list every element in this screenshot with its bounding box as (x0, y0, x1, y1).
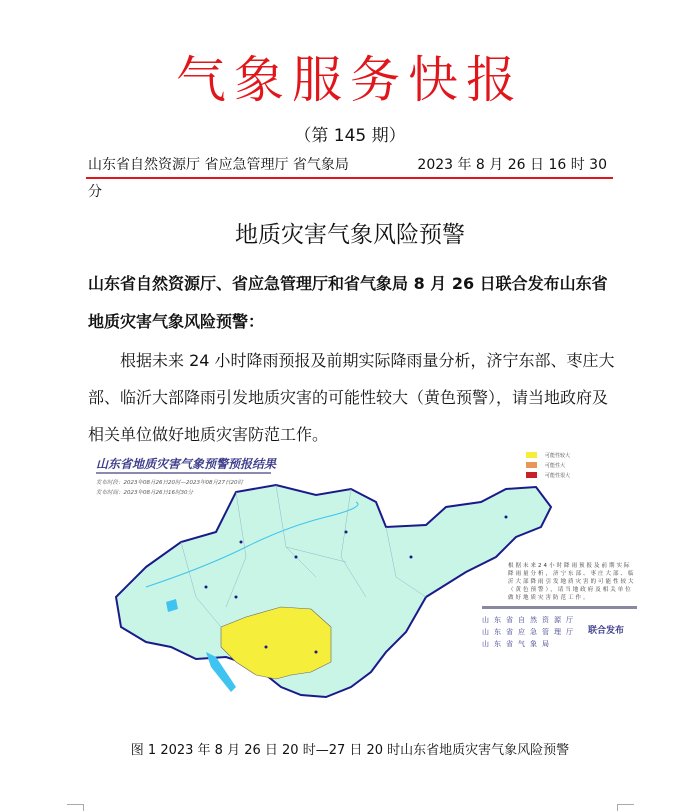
issue-number: （第 145 期） (294, 126, 406, 146)
legend-swatch-red (526, 472, 537, 478)
map-issued-time: 发布时间：2023年08月26日16时30分 (96, 490, 193, 496)
legend-item: 可能性很大 (526, 470, 570, 480)
legend-swatch-yellow (526, 452, 537, 458)
map-title-underline (96, 472, 271, 474)
article-lead: 山东省自然资源厅、省应急管理厅和省气象局 8 月 26 日联合发布山东省地质灾害气象风险预警： (88, 274, 608, 331)
article-heading: 地质灾害气象风险预警 (235, 222, 465, 248)
legend-item: 可能性较大 (526, 450, 570, 460)
map-period: 发布时段：2023年08月26日20时—2023年08月27日20时 (96, 480, 243, 486)
issuing-organizations: 山东省自然资源厅 省应急管理厅 省气象局 (88, 157, 349, 173)
legend-swatch-orange (526, 462, 537, 468)
bulletin-title: 气象服务快报 (176, 51, 524, 109)
warning-map (86, 447, 636, 725)
figure-caption: 图 1 2023 年 8 月 26 日 20 时—27 日 20 时山东省地质灾害气象风险预警 (130, 743, 570, 758)
map-info-panel (466, 517, 636, 717)
map-orgs: 山东省自然资源厅 山东省应急管理厅 山东省气象局 (482, 616, 578, 648)
map-info-divider (482, 606, 637, 609)
map-legend (526, 450, 570, 480)
map-joint-release: 联合发布 (588, 626, 625, 636)
article-body: 根据未来 24 小时降雨预报及前期实际降雨量分析，济宁东部、枣庄大部、临沂大部降雨引发地质灾害的可能性较大（黄色预警），请当地政府及相关单位做好地质灾害防范工作。 (88, 351, 615, 444)
legend-item: 可能性大 (526, 460, 570, 470)
issue-date-tail: 分 (88, 184, 102, 200)
map-title: 山东省地质灾害气象预警预报结果 (96, 457, 277, 471)
map-box-text: 根据未来24小时降雨预报及前期实际降雨量分析，济宁东部、枣庄大部、临沂大部降雨引发地质灾害的可能性较大（黄色预警），请当地政府及相关单位做好地质灾害防范工作。 (508, 563, 636, 601)
issue-date: 2023 年 8 月 26 日 16 时 30 (417, 157, 607, 173)
header-divider (86, 177, 613, 179)
